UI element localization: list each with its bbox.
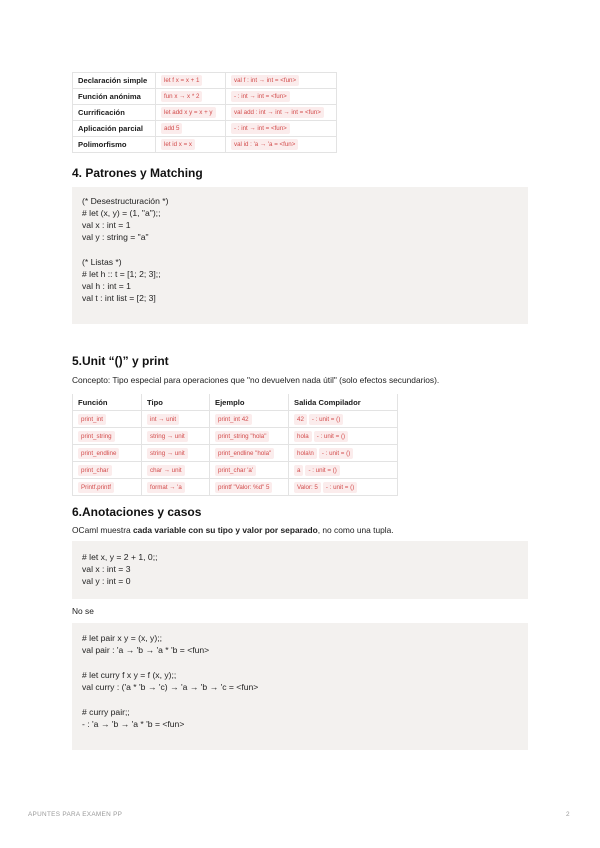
table-row xyxy=(73,462,398,479)
example-code: printf "Valor: %d" 5 xyxy=(215,482,272,493)
example-cell xyxy=(156,89,226,105)
table-row xyxy=(73,105,337,121)
code-line xyxy=(82,656,528,669)
type-cell xyxy=(142,428,210,445)
output-value: 42 xyxy=(294,414,307,425)
table-row xyxy=(73,411,398,428)
example-code: let id x = x xyxy=(161,139,195,150)
type-code: string → unit xyxy=(147,431,188,442)
code-line: # let pair x y = (x, y);; xyxy=(82,633,162,643)
header-funcion: Función xyxy=(73,394,142,411)
func-code: print_endline xyxy=(78,448,119,459)
output-cell xyxy=(289,411,398,428)
func-cell xyxy=(73,445,142,462)
type-cell xyxy=(142,445,210,462)
code-line xyxy=(82,243,528,256)
section6-code-block-2 xyxy=(72,623,528,750)
func-code: Printf.printf xyxy=(78,482,114,493)
code-line: (* Listas *) xyxy=(82,257,122,267)
output-cell xyxy=(289,479,398,496)
code-line: - : 'a → 'b → 'a * 'b = <fun> xyxy=(82,719,185,729)
code-line: (* Desestructuración *) xyxy=(82,196,169,206)
section4-code-block xyxy=(72,187,528,324)
output-type: - : unit = () xyxy=(314,431,348,442)
output-type: - : unit = () xyxy=(319,448,353,459)
code-line: val y : int = 0 xyxy=(82,576,131,586)
type-code: char → unit xyxy=(147,465,185,476)
example-code: print_char 'a' xyxy=(215,465,256,476)
header-tipo: Tipo xyxy=(142,394,210,411)
output-code: val id : 'a → 'a = <fun> xyxy=(231,139,298,150)
output-code: - : int → int = <fun> xyxy=(231,123,290,134)
table-row xyxy=(73,479,398,496)
code-line xyxy=(82,693,528,706)
row-label: Declaración simple xyxy=(73,73,156,89)
code-line: val x : int = 1 xyxy=(82,220,131,230)
row-label: Currificación xyxy=(73,105,156,121)
section4-title: 4. Patrones y Matching xyxy=(72,166,203,180)
functions-table xyxy=(72,72,337,153)
header-ejemplo: Ejemplo xyxy=(210,394,289,411)
output-cell xyxy=(226,73,337,89)
table-row xyxy=(73,89,337,105)
row-label: Aplicación parcial xyxy=(73,121,156,137)
output-type: - : unit = () xyxy=(323,482,357,493)
output-cell xyxy=(226,137,337,153)
example-cell xyxy=(210,479,289,496)
footer-title: APUNTES PARA EXAMEN PP xyxy=(28,811,123,818)
type-code: format → 'a xyxy=(147,482,185,493)
section6-intro xyxy=(72,525,394,535)
output-cell xyxy=(289,428,398,445)
example-code: let f x = x + 1 xyxy=(161,75,202,86)
output-cell xyxy=(226,105,337,121)
output-value: Valor: 5 xyxy=(294,482,321,493)
func-cell xyxy=(73,411,142,428)
type-code: int → unit xyxy=(147,414,179,425)
func-code: print_char xyxy=(78,465,112,476)
code-line: # curry pair;; xyxy=(82,707,130,717)
example-code: fun x → x * 2 xyxy=(161,91,202,102)
output-code: val f : int → int = <fun> xyxy=(231,75,299,86)
code-line: val h : int = 1 xyxy=(82,281,131,291)
example-cell xyxy=(210,428,289,445)
table-row xyxy=(73,428,398,445)
intro-bold: cada variable con su tipo y valor por separado xyxy=(132,525,318,535)
example-code: print_int 42 xyxy=(215,414,252,425)
intro-post: , no como una tupla. xyxy=(317,525,394,535)
code-line: # let x, y = 2 + 1, 0;; xyxy=(82,552,158,562)
example-cell xyxy=(156,137,226,153)
example-cell xyxy=(210,462,289,479)
code-line: val t : int list = [2; 3] xyxy=(82,293,156,303)
section6-note: No se xyxy=(72,606,94,616)
table-row xyxy=(73,73,337,89)
intro-pre: OCaml muestra xyxy=(72,525,133,535)
output-value: hola\n xyxy=(294,448,317,459)
output-cell xyxy=(226,89,337,105)
code-line: val curry : ('a * 'b → 'c) → 'a → 'b → 'c = <fun> xyxy=(82,682,259,692)
output-code: val add : int → int → int = <fun> xyxy=(231,107,324,118)
code-line: # let curry f x y = f (x, y);; xyxy=(82,670,177,680)
output-type: - : unit = () xyxy=(305,465,339,476)
section5-concept: Concepto: Tipo especial para operaciones que "no devuelven nada útil" (solo efectos secundarios). xyxy=(72,375,440,385)
func-cell xyxy=(73,479,142,496)
type-cell xyxy=(142,479,210,496)
example-code: print_string "hola" xyxy=(215,431,269,442)
table-row xyxy=(73,445,398,462)
func-cell xyxy=(73,462,142,479)
example-code: print_endline "hola" xyxy=(215,448,274,459)
output-cell xyxy=(289,462,398,479)
footer-page-number: 2 xyxy=(566,811,570,818)
table-row xyxy=(73,121,337,137)
func-cell xyxy=(73,428,142,445)
output-value: hola xyxy=(294,431,312,442)
example-cell xyxy=(210,445,289,462)
output-type: - : unit = () xyxy=(309,414,343,425)
example-cell xyxy=(210,411,289,428)
output-cell xyxy=(226,121,337,137)
code-line: val x : int = 3 xyxy=(82,564,131,574)
table-row xyxy=(73,137,337,153)
code-line: # let (x, y) = (1, "a");; xyxy=(82,208,161,218)
output-code: - : int → int = <fun> xyxy=(231,91,290,102)
func-code: print_int xyxy=(78,414,106,425)
example-cell xyxy=(156,105,226,121)
code-line: val y : string = "a" xyxy=(82,232,149,242)
section6-title: 6.Anotaciones y casos xyxy=(72,505,202,519)
output-cell xyxy=(289,445,398,462)
row-label: Polimorfismo xyxy=(73,137,156,153)
print-functions-table xyxy=(72,394,398,496)
example-cell xyxy=(156,73,226,89)
type-cell xyxy=(142,462,210,479)
type-cell xyxy=(142,411,210,428)
output-value: a xyxy=(294,465,303,476)
section6-code-block-1 xyxy=(72,541,528,599)
code-line: # let h :: t = [1; 2; 3];; xyxy=(82,269,161,279)
header-salida: Salida Compilador xyxy=(289,394,398,411)
code-line: val pair : 'a → 'b → 'a * 'b = <fun> xyxy=(82,645,210,655)
example-code: add 5 xyxy=(161,123,182,134)
row-label: Función anónima xyxy=(73,89,156,105)
example-cell xyxy=(156,121,226,137)
example-code: let add x y = x + y xyxy=(161,107,216,118)
type-code: string → unit xyxy=(147,448,188,459)
section5-title: 5.Unit “()” y print xyxy=(72,354,169,368)
func-code: print_string xyxy=(78,431,115,442)
